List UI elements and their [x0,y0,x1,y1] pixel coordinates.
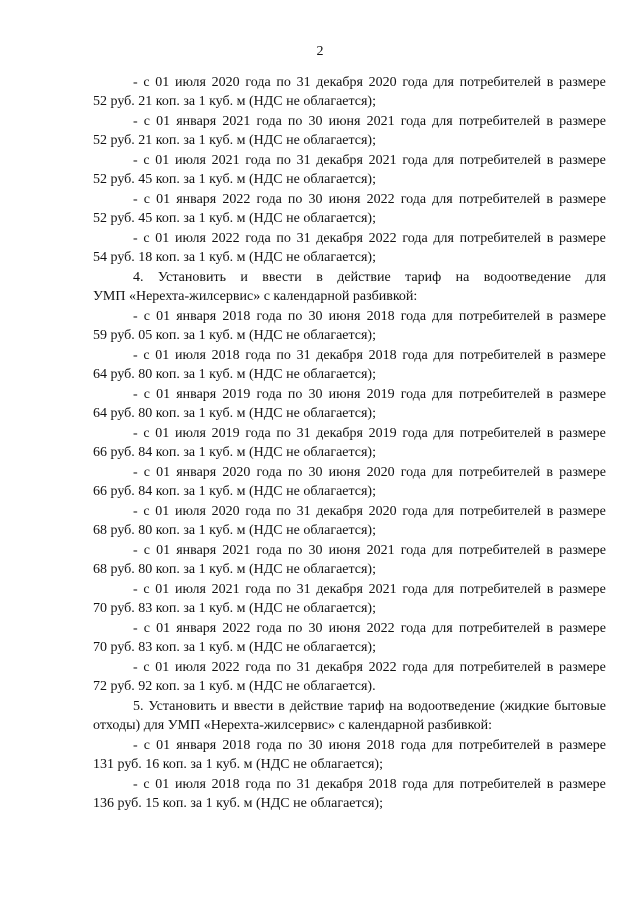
paragraph-first-line: - с 01 июля 2019 года по 31 декабря 2019 года для потребителей в размере [133,426,606,441]
paragraph-second-line: 68 руб. 80 коп. за 1 куб. м (НДС не облагается); [93,523,376,538]
paragraph-second-line: 52 руб. 21 коп. за 1 куб. м (НДС не облагается); [93,94,376,109]
paragraph-second-line: отходы) для УМП «Нерехта-жилсервис» с календарной разбивкой: [93,718,493,733]
tariff-item [93,73,606,111]
paragraph-second-line: 52 руб. 21 коп. за 1 куб. м (НДС не облагается); [93,133,376,148]
paragraph-first-line: - с 01 января 2022 года по 30 июня 2022 года для потребителей в размере [133,621,606,636]
paragraph-second-line: 66 руб. 84 коп. за 1 куб. м (НДС не облагается); [93,445,376,460]
tariff-item [93,385,606,423]
tariff-item [93,229,606,267]
paragraph-first-line: - с 01 января 2022 года по 30 июня 2022 года для потребителей в размере [133,192,606,207]
paragraph-first-line: - с 01 июля 2020 года по 31 декабря 2020 года для потребителей в размере [133,504,606,519]
paragraph-first-line: 4. Установить и ввести в действие тариф на водоотведение для [133,270,606,285]
paragraph-first-line: - с 01 июля 2018 года по 31 декабря 2018 года для потребителей в размере [133,777,606,792]
paragraph-first-line: - с 01 июля 2018 года по 31 декабря 2018 года для потребителей в размере [133,348,606,363]
paragraph-second-line: УМП «Нерехта-жилсервис» с календарной разбивкой: [93,289,418,304]
paragraph-first-line: - с 01 января 2018 года по 30 июня 2018 года для потребителей в размере [133,738,606,753]
paragraph-first-line: - с 01 июля 2021 года по 31 декабря 2021 года для потребителей в размере [133,582,606,597]
section-heading [93,697,606,735]
paragraph-first-line: - с 01 января 2021 года по 30 июня 2021 года для потребителей в размере [133,543,606,558]
paragraph-second-line: 66 руб. 84 коп. за 1 куб. м (НДС не облагается); [93,484,376,499]
tariff-item [93,775,606,813]
paragraph-second-line: 72 руб. 92 коп. за 1 куб. м (НДС не облагается). [93,679,376,694]
paragraph-second-line: 131 руб. 16 коп. за 1 куб. м (НДС не облагается); [93,757,383,772]
tariff-item [93,541,606,579]
paragraph-second-line: 52 руб. 45 коп. за 1 куб. м (НДС не облагается); [93,211,376,226]
tariff-item [93,346,606,384]
tariff-item [93,658,606,696]
tariff-item [93,151,606,189]
document-body [93,73,606,814]
tariff-item [93,502,606,540]
paragraph-first-line: - с 01 июля 2021 года по 31 декабря 2021 года для потребителей в размере [133,153,606,168]
paragraph-second-line: 70 руб. 83 коп. за 1 куб. м (НДС не облагается); [93,640,376,655]
paragraph-second-line: 64 руб. 80 коп. за 1 куб. м (НДС не облагается); [93,367,376,382]
tariff-item [93,736,606,774]
paragraph-first-line: 5. Установить и ввести в действие тариф на водоотведение (жидкие бытовые [133,699,606,714]
paragraph-second-line: 54 руб. 18 коп. за 1 куб. м (НДС не облагается); [93,250,376,265]
tariff-item [93,619,606,657]
paragraph-first-line: - с 01 января 2021 года по 30 июня 2021 года для потребителей в размере [133,114,606,129]
tariff-item [93,112,606,150]
paragraph-first-line: - с 01 июля 2022 года по 31 декабря 2022 года для потребителей в размере [133,660,606,675]
paragraph-second-line: 136 руб. 15 коп. за 1 куб. м (НДС не облагается); [93,796,383,811]
paragraph-first-line: - с 01 июля 2022 года по 31 декабря 2022 года для потребителей в размере [133,231,606,246]
page-number: 2 [316,44,324,59]
paragraph-first-line: - с 01 января 2018 года по 30 июня 2018 года для потребителей в размере [133,309,606,324]
paragraph-second-line: 68 руб. 80 коп. за 1 куб. м (НДС не облагается); [93,562,376,577]
paragraph-second-line: 70 руб. 83 коп. за 1 куб. м (НДС не облагается); [93,601,376,616]
tariff-item [93,307,606,345]
tariff-item [93,190,606,228]
section-heading [93,268,606,306]
tariff-item [93,580,606,618]
paragraph-first-line: - с 01 января 2020 года по 30 июня 2020 года для потребителей в размере [133,465,606,480]
paragraph-second-line: 59 руб. 05 коп. за 1 куб. м (НДС не облагается); [93,328,376,343]
paragraph-first-line: - с 01 января 2019 года по 30 июня 2019 года для потребителей в размере [133,387,606,402]
tariff-item [93,463,606,501]
paragraph-second-line: 52 руб. 45 коп. за 1 куб. м (НДС не облагается); [93,172,376,187]
tariff-item [93,424,606,462]
paragraph-second-line: 64 руб. 80 коп. за 1 куб. м (НДС не облагается); [93,406,376,421]
paragraph-first-line: - с 01 июля 2020 года по 31 декабря 2020 года для потребителей в размере [133,75,606,90]
